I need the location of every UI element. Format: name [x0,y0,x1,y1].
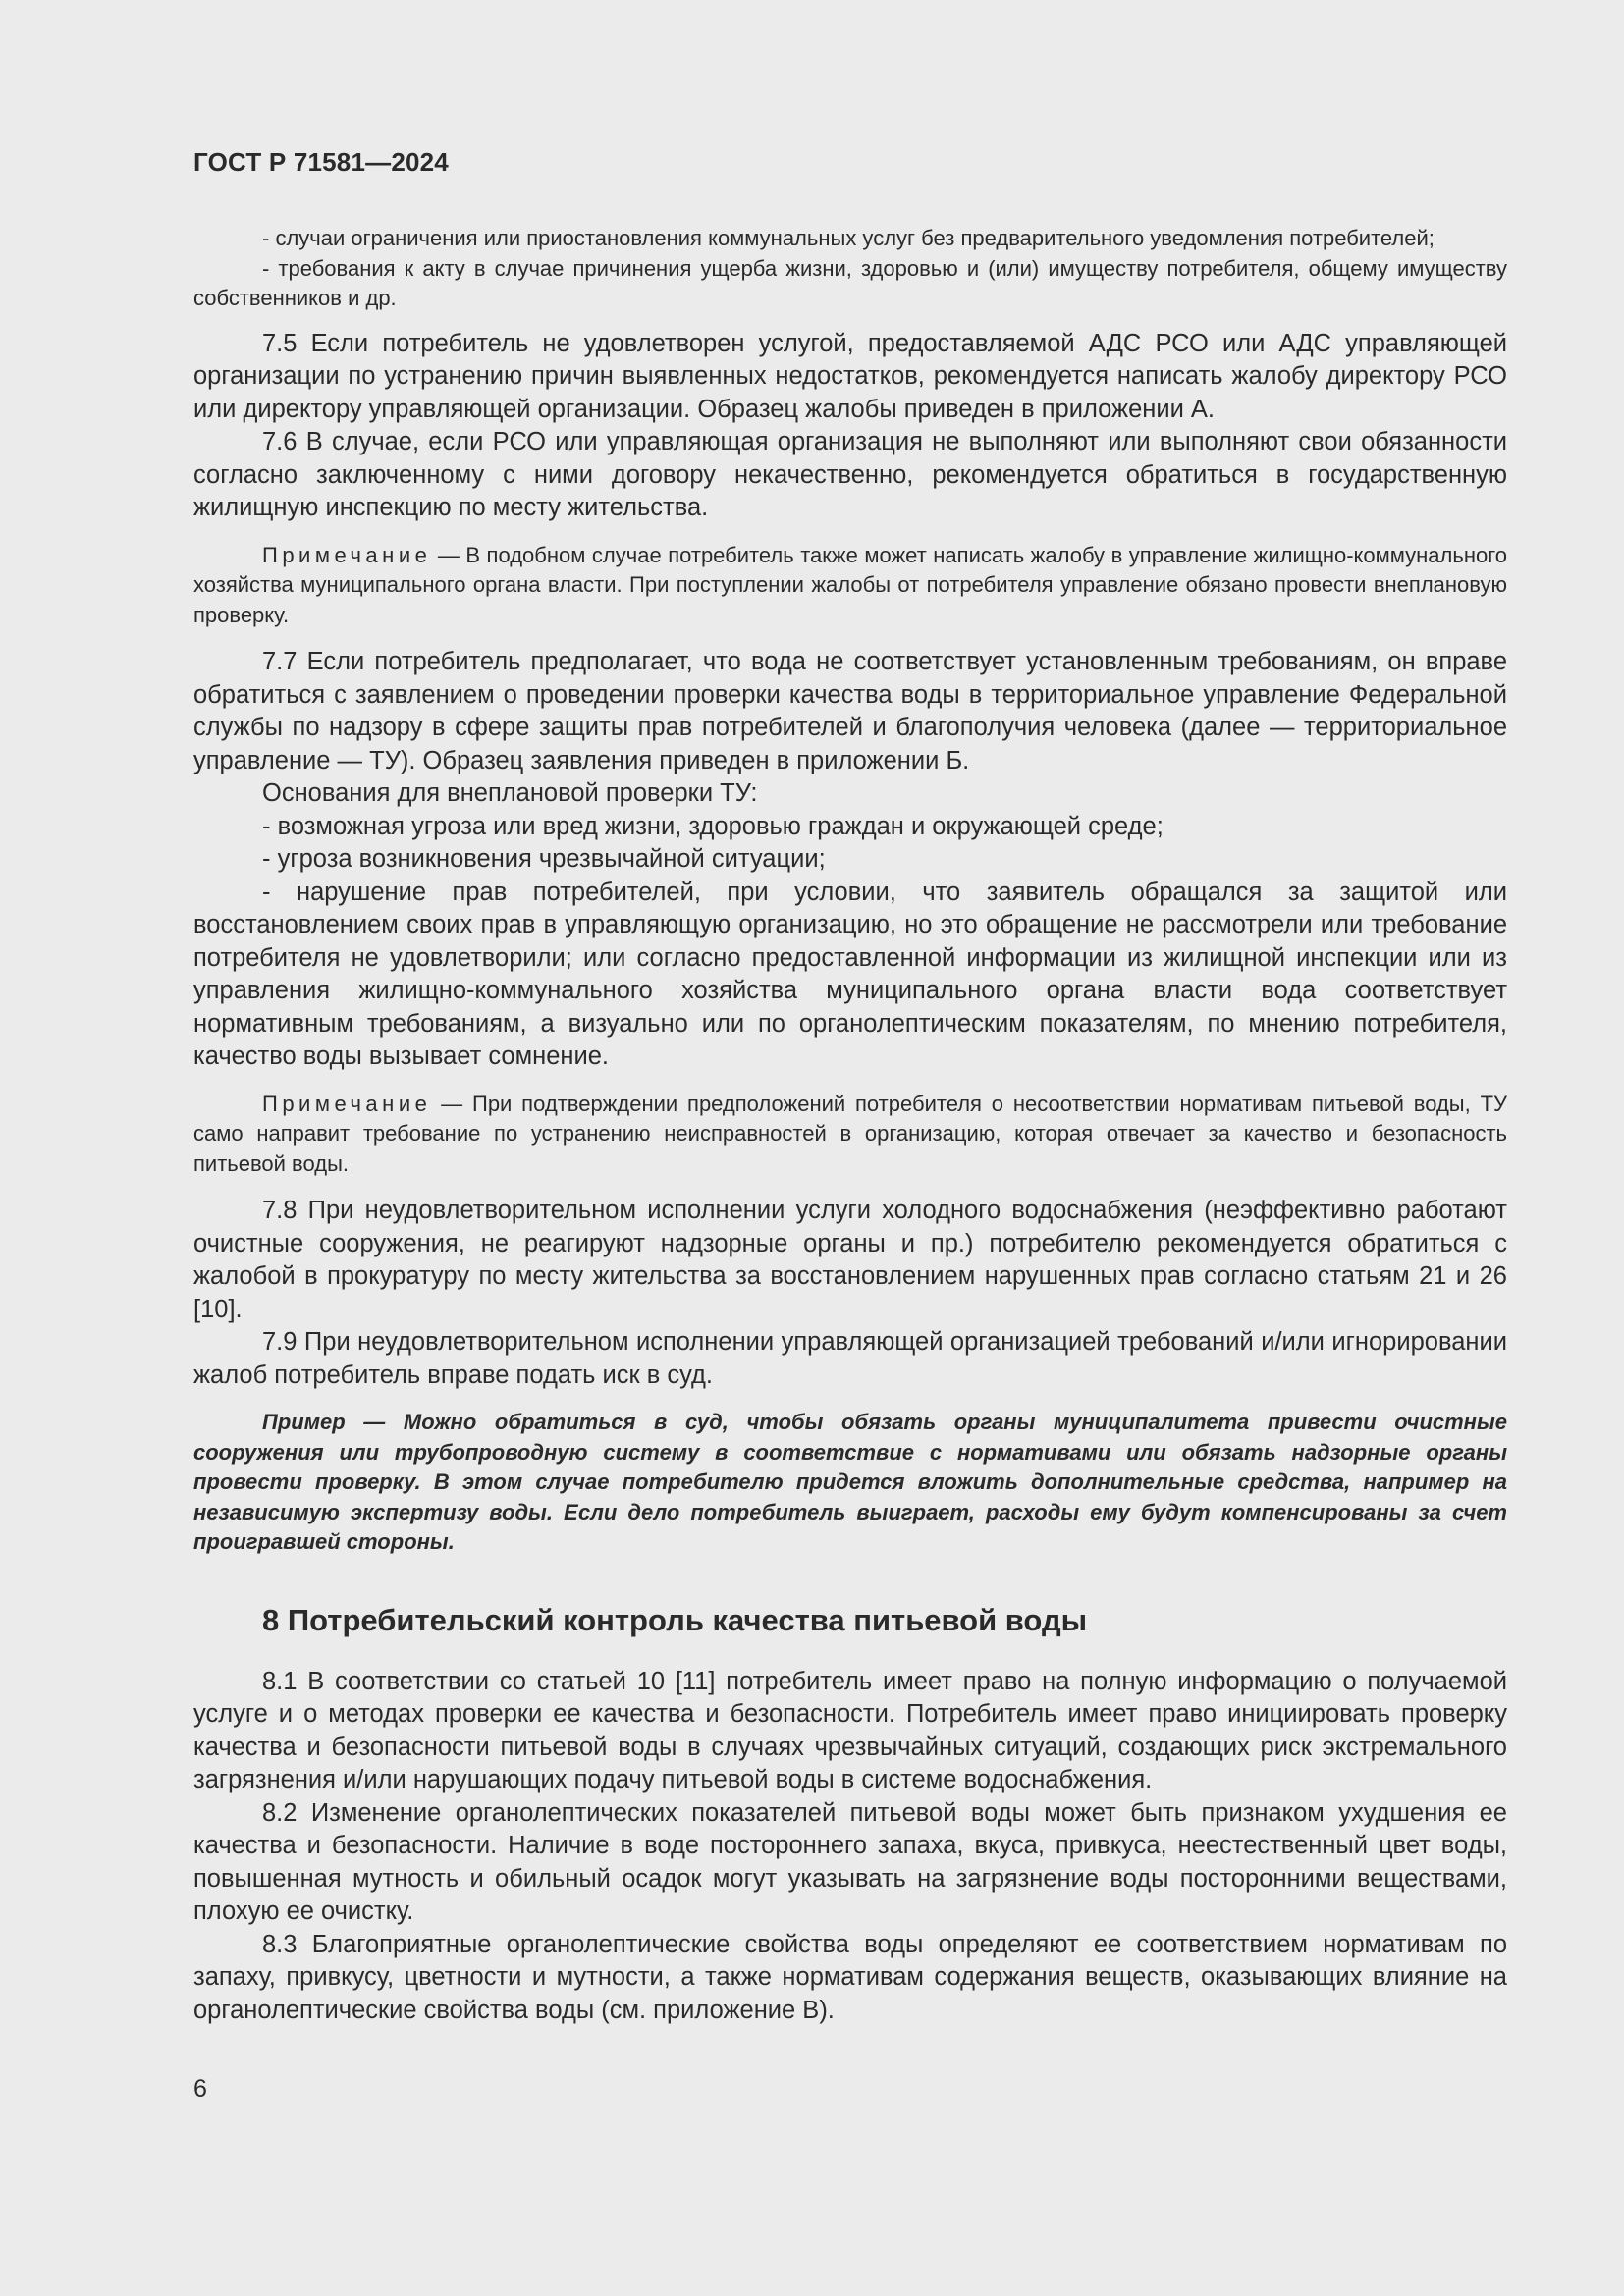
page-content [193,224,1507,2027]
paragraph-7-7: 7.7 Если потребитель предполагает, что вода не соответствует установленным требованиям, он вправе обратиться с заявлением о проведении проверки качества воды в территориальное управление Федеральной службы по надзору в сфере защиты прав потребителей и благополучия человека (далее — территориальное управление — ТУ). Образец заявления приведен в приложении Б. [193,648,1507,774]
note-text: — При подтверждении предположений потребителя о несоответствии нормативам питьевой воды, ТУ само направит требование по устранению неисправностей в организацию, которая отвечает за качество и безопасность питьевой воды. [193,1091,1507,1176]
section-title: 8 Потребительский контроль качества питьевой воды [262,1602,1088,1637]
paragraph-7-5: 7.5 Если потребитель не удовлетворен услугой, предоставляемой АДС РСО или АДС управляющей организации по устранению причин выявленных недостатков, рекомендуется написать жалобу директору РСО или директору управляющей организации. Образец жалобы приведен в приложении А. [193,329,1507,423]
example-block: Пример — Можно обратиться в суд, чтобы обязать органы муниципалитета привести очистные сооружения или трубопроводную систему в соответствие с нормативами или обязать надзорные органы провести проверку. В этом случае потребителю придется вложить дополнительные средства, например на независимую экспертизу воды. Если дело потребитель выиграет, расходы ему будут компенсированы за счет проигравшей стороны. [193,1410,1507,1554]
paragraph-grounds: Основания для внеплановой проверки ТУ: [262,779,758,807]
note [193,541,1507,631]
note [193,1090,1507,1180]
list-item: - возможная угроза или вред жизни, здоровью граждан и окружающей среде; [262,812,1164,840]
list-item: - угроза возникновения чрезвычайной ситуации; [262,845,826,873]
document-header: ГОСТ Р 71581—2024 [193,147,449,177]
note-text: — В подобном случае потребитель также может написать жалобу в управление жилищно-коммунального хозяйства муниципального органа власти. При поступлении жалобы от потребителя управление обязано провести внеплановую проверку. [193,542,1507,627]
paragraph-7-6: 7.6 В случае, если РСО или управляющая организация не выполняют или выполняют свои обязанности согласно заключенному с ними договору некачественно, рекомендуется обратиться в государственную жилищную инспекцию по месту жительства. [193,428,1507,521]
page-number: 6 [193,2075,207,2103]
list-item: - нарушение прав потребителей, при условии, что заявитель обращался за защитой или восстановлением своих прав в управляющую организацию, но это обращение не рассмотрели или требование потребителя не удовлетворили; или согласно предоставленной информации из жилищной инспекции или из управления жилищно-коммунального хозяйства муниципального органа власти вода соответствует нормативным требованиям, а визуально или по органолептическим показателям, по мнению потребителя, качество воды вызывает сомнение. [193,878,1507,1070]
paragraph-8-3: 8.3 Благоприятные органолептические свойства воды определяют ее соответствием нормативам по запаху, привкусу, цветности и мутности, а также нормативам содержания веществ, оказывающих влияние на органолептические свойства воды (см. приложение В). [193,1930,1507,2024]
paragraph-8-1: 8.1 В соответствии со статьей 10 [11] потребитель имеет право на полную информацию о получаемой услуге и о методах проверки ее качества и безопасности. Потребитель имеет право инициировать проверку качества и безопасности питьевой воды в случаях чрезвычайных ситуаций, создающих риск экстремального загрязнения и/или нарушающих подачу питьевой воды в системе водоснабжения. [193,1667,1507,1793]
list-item: - требования к акту в случае причинения ущерба жизни, здоровью и (или) имуществу потребителя, общему имуществу собственников и др. [193,255,1507,310]
note-label: Примечание [262,1091,432,1116]
note-label: Примечание [262,542,432,567]
paragraph-8-2: 8.2 Изменение органолептических показателей питьевой воды может быть признаком ухудшения ее качества и безопасности. Наличие в воде постороннего запаха, вкуса, привкуса, неестественный цвет воды, повышенная мутность и обильный осадок могут указывать на загрязнение воды посторонними веществами, плохую ее очистку. [193,1798,1507,1925]
list-item: - случаи ограничения или приостановления коммунальных услуг без предварительного уведомления потребителей; [262,226,1435,250]
paragraph-7-9: 7.9 При неудовлетворительном исполнении управляющей организацией требований и/или игнорировании жалоб потребитель вправе подать иск в суд. [193,1328,1507,1389]
paragraph-7-8: 7.8 При неудовлетворительном исполнении услуги холодного водоснабжения (неэффективно работают очистные сооружения, не реагируют надзорные органы и пр.) потребителю рекомендуется обратиться с жалобой в прокуратуру по месту жительства за восстановлением нарушенных прав согласно статьям 21 и 26 [10]. [193,1197,1507,1323]
